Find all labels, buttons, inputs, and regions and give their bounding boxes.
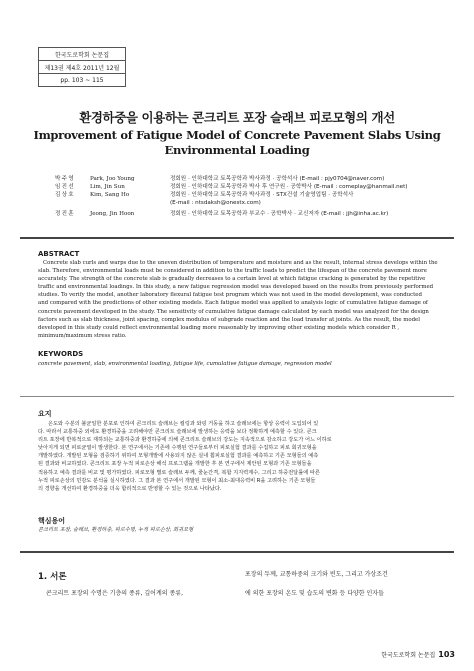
journal-info-box bbox=[38, 47, 126, 87]
author-affiliation: 정회원 · 인하대학교 토목공학과 박사과정 · 공학석사 (E-mail : pjy0704@naver.com) bbox=[170, 176, 385, 182]
author-name-en: Lim, Jin Sun bbox=[90, 184, 125, 190]
page-number: 103 bbox=[438, 650, 455, 659]
author-affiliation: 정회원 · 인하대학교 토목공학과 박사과정 · STX건설 기술영업팀 · 공학석사 bbox=[170, 192, 354, 198]
author-name-ko: 임진선 bbox=[55, 184, 75, 190]
abstract-line: developed in this study could reflect environmental loading more reasonably by improving other existing models which consider R , bbox=[38, 324, 400, 331]
journal-name: 한국도로학회 논문집 bbox=[54, 51, 110, 59]
summary-line: 된 결과와 비교하였다. 콘크리트 포장 누적 피로손상 해석 프로그램을 개발한 후 본 연구에서 제안된 모형과 기존 모형들을 bbox=[38, 461, 312, 468]
author-email: (E-mail : ntsdaksh@onestx.com) bbox=[170, 200, 261, 206]
author-name-ko: 정진훈 bbox=[55, 211, 75, 217]
title-english-line-1: Improvement of Fatigue Model of Concrete Pavement Slabs Using bbox=[33, 128, 441, 142]
intro-left-text: 콘크리트 포장의 수명은 기층의 종류, 깊어계의 종류, bbox=[46, 590, 183, 597]
keywords-heading: KEYWORDS bbox=[38, 350, 84, 358]
author-name-ko: 박주영 bbox=[55, 176, 75, 182]
journal-issue: 제13권 제4호 2011년 12월 bbox=[39, 60, 125, 73]
author-affiliation: 정회원 · 인하대학교 토목공학과 부교수 · 공학박사 · 교신저자 (E-mail : jjh@inha.ac.kr) bbox=[170, 211, 389, 217]
intro-section-title: 1. 서론 bbox=[38, 572, 67, 582]
abstract-heading: ABSTRACT bbox=[38, 250, 80, 258]
title-korean: 환경하중을 이용하는 콘크리트 포장 슬래브 피로모형의 개선 bbox=[79, 110, 395, 125]
summary-line: 의 경향을 개선하여 환경하중을 더욱 합리적으로 반영할 수 있는 것으로 나타났다. bbox=[38, 485, 222, 492]
keywords-ko-text: 콘크리트 포장, 슬래브, 환경하중, 피로수명, 누적 피로손상, 회귀모형 bbox=[38, 527, 194, 533]
intro-right-line: 포장의 두께, 교통하중의 크기와 빈도, 그리고 가상조건 bbox=[245, 571, 388, 578]
abstract-line: studies. To verify the model, another laboratory flexural fatigue test program which was not used in the model development, was conducted bbox=[38, 292, 422, 299]
summary-ko-heading: 요지 bbox=[38, 410, 52, 418]
abstract-line: traffic and environmental loadings. In this study, a new fatigue regression model was developed based on the results from previously performed bbox=[38, 284, 434, 291]
author-name-en: Park, Joo Young bbox=[90, 176, 135, 182]
abstract-line: minimum/maximum stress ratio. bbox=[38, 332, 127, 339]
journal-pages: pp. 103 ~ 115 bbox=[39, 73, 125, 86]
intro-right-line: 에 의한 포장의 온도 및 습도의 변화 등 다양한 인자들 bbox=[245, 590, 384, 597]
summary-ko-body bbox=[38, 420, 444, 493]
summary-line: 적용하고 예측 결과를 비교 및 평가하였다. 피로모형 별로 슬래브 두께, 줄눈간격, 복합 지지력계수, 그리고 하중전달률에 따른 bbox=[38, 469, 320, 476]
author-name-en: Kim, Sang Ho bbox=[90, 192, 130, 198]
title-english-line-2: Environmental Loading bbox=[164, 143, 310, 157]
abstract-line: slab. Therefore, environmental loads must be considered in addition to the traffic loads to predict the lifespan of the concrete pavement more bbox=[38, 268, 427, 275]
summary-line: 리트 포장에 반복적으로 재하되는 교통하중과 환경하중에 의해 콘크리트 슬래브의 강도는 지속적으로 감소하고 강도가 어느 이하로 bbox=[38, 437, 332, 444]
keywords-text: concrete pavement, slab, environmental loading, fatigue life, cumulative fatigue damage, regression model bbox=[38, 361, 332, 367]
footer-journal-name: 한국도로학회 논문집 bbox=[381, 652, 436, 659]
abstract-body bbox=[38, 259, 444, 340]
author-name-ko: 김상호 bbox=[55, 192, 75, 198]
summary-line: 낮아지게 되면 피로균열이 발생한다. 본 연구에서는 기존에 수행된 연구들로부터 피로실험 결과를 수집하고 피로 회귀모형을 bbox=[38, 445, 317, 452]
author-name-en: Jeong, Jin Hoon bbox=[90, 211, 135, 217]
page-footer bbox=[300, 650, 455, 659]
keywords-ko-heading: 핵심용어 bbox=[38, 517, 66, 525]
summary-line: 누적 피로손상의 민감도 분석을 실시하였다. 그 결과 본 연구에서 개발된 모형이 최소-최대응력비 R을 고려하는 기존 모형들 bbox=[38, 477, 316, 484]
divider bbox=[20, 237, 454, 239]
abstract-line: accurately. The strength of the concrete slab is gradually decreases to a certain level at which fatigue cracking is generated by the repetitive bbox=[38, 276, 426, 283]
summary-line: 개발하였다. 개발된 모형을 검증하기 위하여 모형개발에 사용되지 않은 실내 휨피로실험 결과를 예측하고 기존 모형들의 예측 bbox=[38, 453, 319, 460]
abstract-line: Concrete slab curls and warps due to the uneven distribution of temperature and moisture and as the result, internal stress develops within the bbox=[43, 260, 438, 266]
abstract-line: factors such as slab thickness, joint spacing, complex modulus of subgrade reaction and the load transfer at joints. As the result, the model bbox=[38, 316, 420, 323]
summary-line: 온도와 수분의 불균일한 분포로 인하여 콘크리트 슬래브는 컬링과 와핑 거동을 하고 슬래브에는 항상 응력이 도입되어 있 bbox=[48, 421, 319, 427]
abstract-line: and compared with the predictions of other existing models. Each fatigue model was applied to analysis logic of cumulative fatigue damage of bbox=[38, 300, 428, 307]
summary-line: 다. 따라서 교통하중 외에도 환경하중을 고려해야만 콘크리트 슬래브에 발생하는 응력을 보다 정확하게 예측할 수 있다. 콘크 bbox=[38, 429, 317, 436]
abstract-line: concrete pavement developed in the study. The sensitivity of cumulative fatigue damage calculated by each model was analyzed for the design bbox=[38, 308, 429, 315]
divider bbox=[20, 396, 454, 397]
divider bbox=[20, 551, 454, 553]
author-affiliation: 정회원 · 인하대학교 토목공학과 박사 후 연구원 · 공학박사 (E-mail : comeplay@hanmail.net) bbox=[170, 184, 408, 190]
